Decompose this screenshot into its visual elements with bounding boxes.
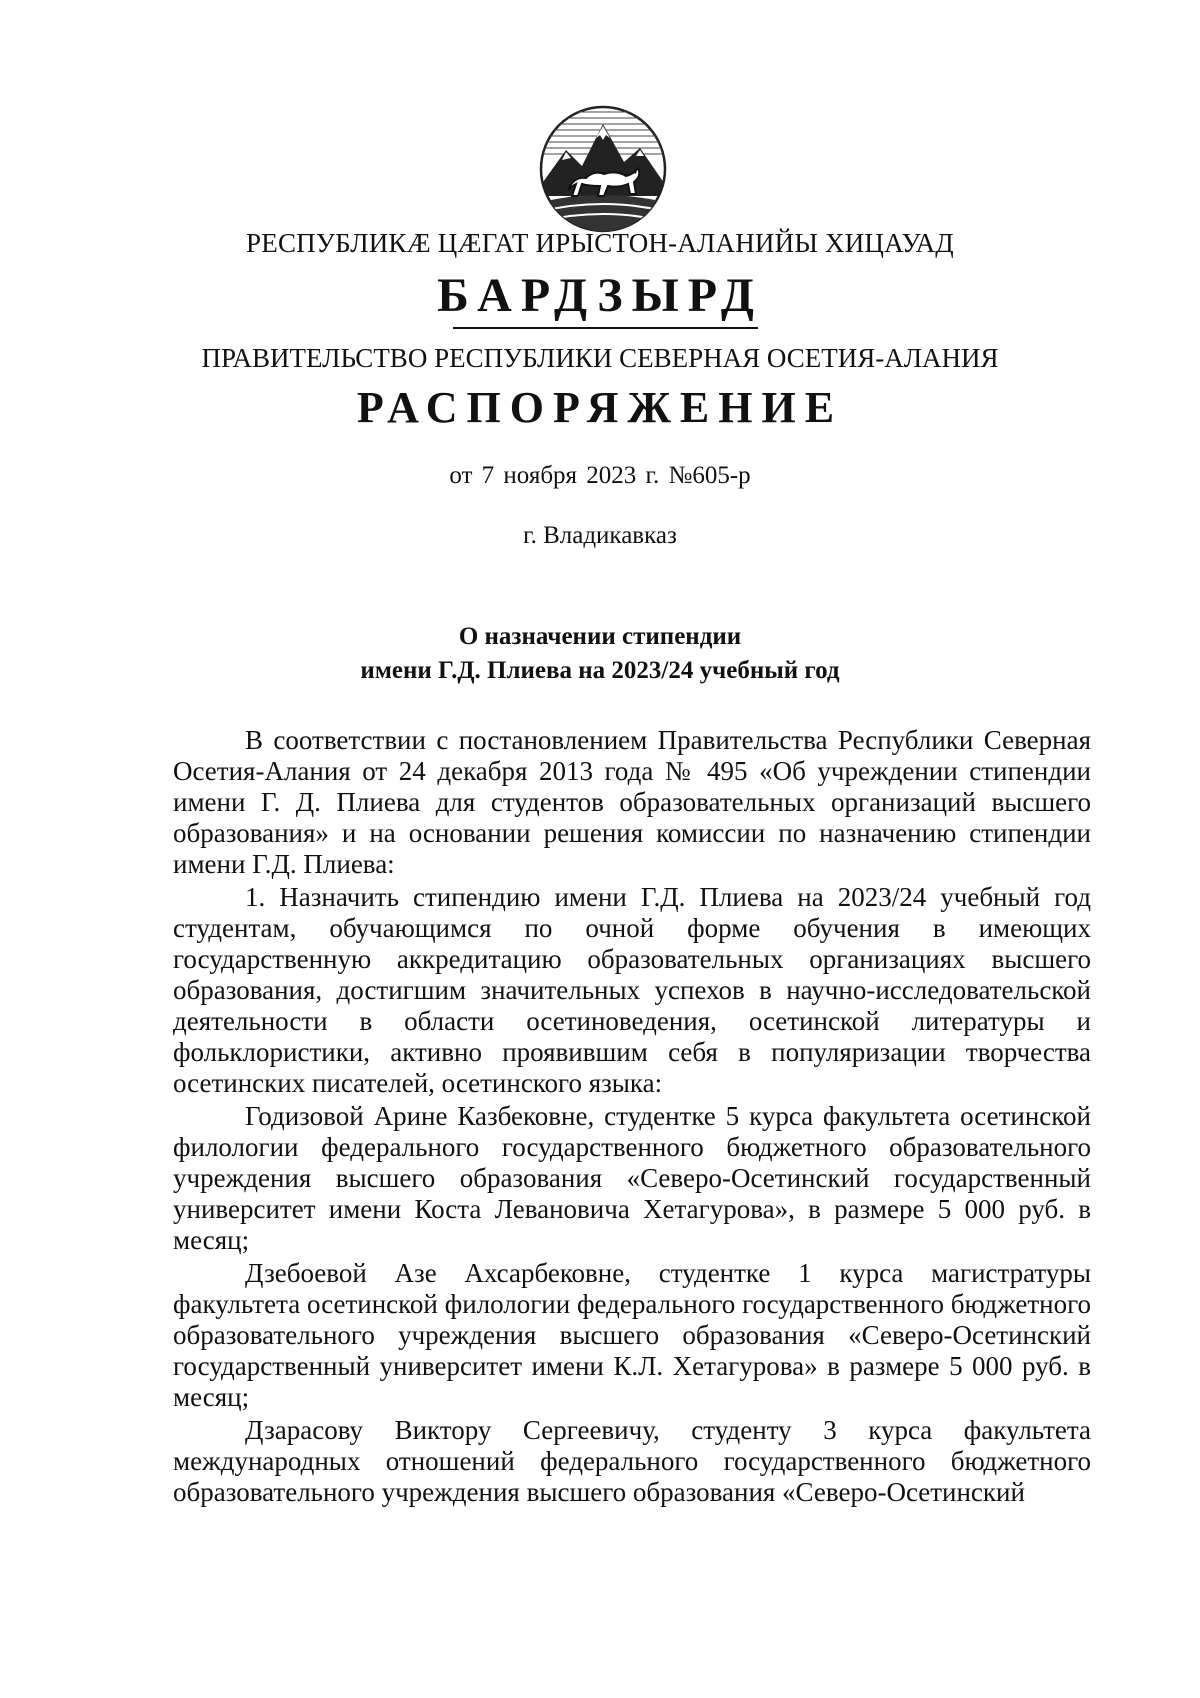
ossetian-government-name: РЕСПУБЛИКÆ ЦÆГАТ ИРЫСТОН-АЛАНИЙЫ ХИЦАУАД <box>246 228 954 258</box>
document-date-number: от 7 ноября 2023 г. №605-р <box>449 462 751 489</box>
ossetian-document-type: БАРДЗЫРД <box>437 269 763 322</box>
coat-of-arms-emblem-icon <box>538 104 668 234</box>
document-title <box>0 620 1200 688</box>
header-divider <box>453 327 758 329</box>
russian-document-type: РАСПОРЯЖЕНИЕ <box>356 383 844 432</box>
document-title-line-2: имени Г.Д. Плиева на 2023/24 учебный год <box>360 657 840 684</box>
paragraph-recipient-1: Годизовой Арине Казбековне, студентке 5 курса факультета осетинской филологии федерального государственного бюджетного образовательного учреждения высшего образования «Северо-Осетинский государственный университет имени Коста Левановича Хетагурова», в размере 5 000 руб. в месяц; <box>173 1101 1091 1255</box>
document-body <box>173 725 1091 1508</box>
paragraph-preamble: В соответствии с постановлением Правительства Республики Северная Осетия-Алания от 24 декабря 2013 года № 495 «Об учреждении стипендии имени Г. Д. Плиева для студентов образовательных организаций высшего образования» и на основании решения комиссии по назначению стипендии имени Г.Д. Плиева: <box>173 725 1091 879</box>
paragraph-recipient-3: Дзарасову Виктору Сергеевичу, студенту 3 курса факультета международных отношений федерального государственного бюджетного образовательного учреждения высшего образования «Северо-Осетинский <box>173 1415 1091 1507</box>
paragraph-recipient-2: Дзебоевой Азе Ахсарбековне, студентке 1 курса магистратуры факультета осетинской филологии федерального государственного бюджетного образовательного учреждения высшего образования «Северо-Осетинский государственный университет имени К.Л. Хетагурова» в размере 5 000 руб. в месяц; <box>173 1258 1091 1412</box>
document-title-line-1: О назначении стипендии <box>458 623 742 650</box>
paragraph-item-1: 1. Назначить стипендию имени Г.Д. Плиева на 2023/24 учебный год студентам, обучающимся по очной форме обучения в имеющих государственную аккредитацию образовательных организациях высшего образования, достигшим значительных успехов в научно-исследовательской деятельности в области осетиноведения, осетинской литературы и фольклористики, активно проявившим себя в популяризации творчества осетинских писателей, осетинского языка: <box>173 882 1091 1098</box>
document-city: г. Владикавказ <box>523 522 677 549</box>
russian-government-name: ПРАВИТЕЛЬСТВО РЕСПУБЛИКИ СЕВЕРНАЯ ОСЕТИЯ-АЛАНИЯ <box>201 343 999 373</box>
